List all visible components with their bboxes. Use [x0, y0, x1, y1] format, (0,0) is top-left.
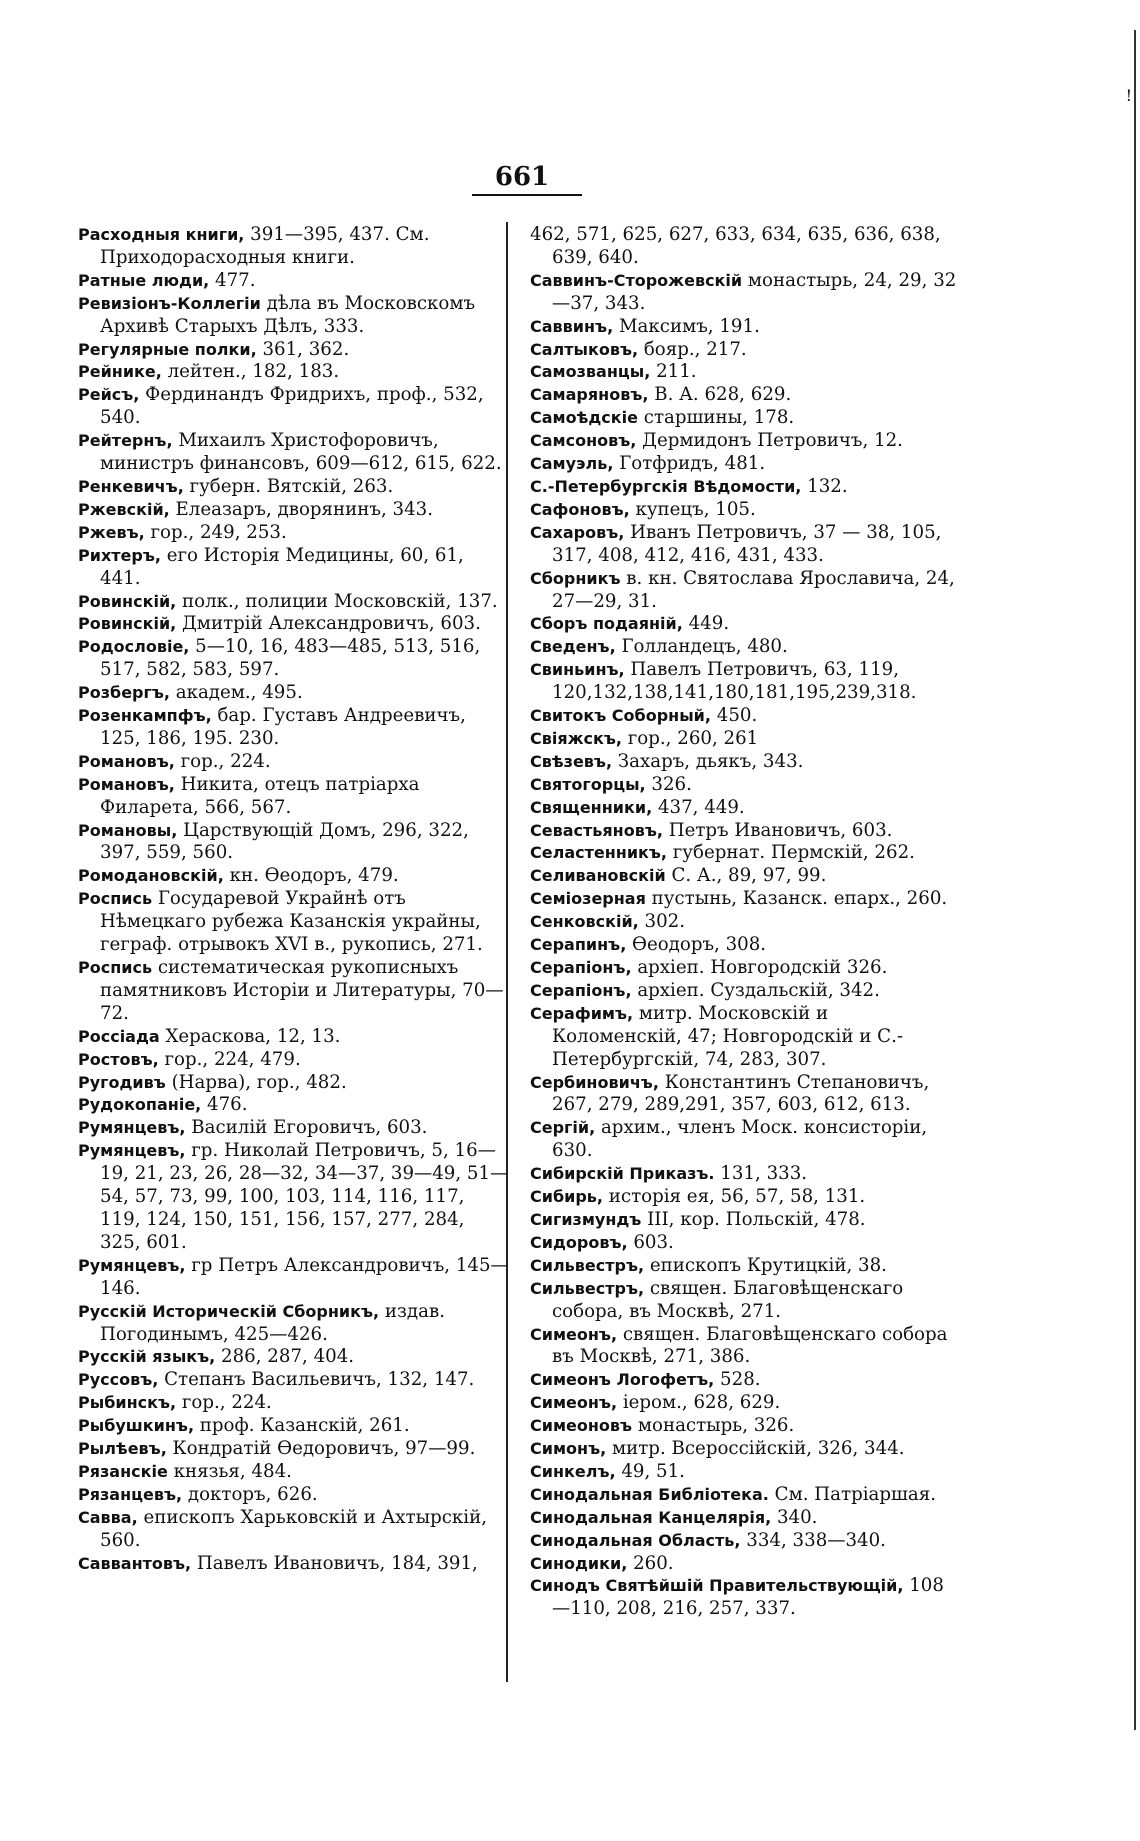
index-entry	[78, 1553, 510, 1576]
index-entry	[530, 407, 962, 430]
entry-heading: Сибирь,	[530, 1187, 603, 1207]
entry-references: епископъ Харьковскій и Ахтырскій, 560.	[100, 1506, 487, 1551]
index-entry	[530, 751, 962, 774]
entry-heading: Рыбинскъ,	[78, 1393, 177, 1413]
entry-references: систематическая рукописныхъ памятниковъ Исторіи и Литературы, 70—72.	[100, 957, 504, 1024]
entry-references: 260.	[627, 1552, 674, 1574]
entry-heading: Сибирскій Приказъ.	[530, 1164, 715, 1184]
entry-references: пустынь, Казанск. епарх., 260.	[645, 888, 948, 910]
entry-heading: Синодальная Канцелярія,	[530, 1507, 772, 1527]
index-entry	[78, 888, 510, 957]
entry-heading: Розенкампфъ,	[78, 706, 212, 726]
entry-references: 108—110, 208, 216, 257, 337.	[552, 1575, 944, 1620]
entry-heading: Сильвестръ,	[530, 1278, 645, 1298]
entry-references: Голландецъ, 480.	[615, 636, 788, 658]
entry-heading: Священники,	[530, 797, 653, 817]
entry-heading: Свѣзевъ,	[530, 751, 613, 771]
entry-references: гр Петръ Александровичъ, 145—146.	[100, 1254, 509, 1299]
index-entry	[78, 682, 510, 705]
index-entry	[78, 270, 510, 293]
index-entry	[530, 705, 962, 728]
entry-references: См. Патріаршая.	[768, 1483, 937, 1505]
index-entry	[530, 1163, 962, 1186]
entry-references: 5—10, 16, 483—485, 513, 516, 517, 582, 583, 597.	[100, 636, 481, 681]
index-entry	[78, 339, 510, 362]
entry-references: 340.	[771, 1506, 818, 1528]
entry-references: Царствующій Домъ, 296, 322, 397, 559, 560.	[100, 819, 469, 864]
index-entry	[530, 1438, 962, 1461]
index-entry	[78, 1026, 510, 1049]
index-entry	[78, 1392, 510, 1415]
entry-heading: Салтыковъ,	[530, 339, 639, 359]
index-entry	[530, 1278, 962, 1324]
entry-references: старшины, 178.	[637, 407, 795, 429]
index-entry	[78, 1255, 510, 1301]
index-entry	[78, 1094, 510, 1117]
entry-references: митр. Всероссійскій, 326, 344.	[606, 1438, 905, 1460]
index-entry	[78, 522, 510, 545]
entry-references: лейтен., 182, 183.	[161, 361, 340, 383]
entry-references: кн. Ѳеодоръ, 479.	[223, 865, 399, 887]
entry-references: 477.	[209, 269, 256, 291]
entry-references: 302.	[638, 911, 686, 933]
index-entry	[530, 1072, 962, 1118]
entry-references: Степанъ Васильевичъ, 132, 147.	[158, 1369, 475, 1391]
entry-heading: Святогорцы,	[530, 774, 646, 794]
entry-heading: Романовъ,	[78, 774, 175, 794]
entry-references: 286, 287, 404.	[215, 1346, 355, 1368]
index-entry	[530, 1530, 962, 1553]
entry-heading: Савва,	[78, 1507, 138, 1527]
entry-references: 437, 449.	[652, 796, 745, 818]
entry-references: Захаръ, дьякъ, 343.	[612, 750, 804, 772]
entry-heading: Селивановскій	[530, 866, 666, 886]
entry-heading: Семіозерная	[530, 889, 646, 909]
index-entry	[530, 430, 962, 453]
index-entry	[530, 1209, 962, 1232]
index-entry	[530, 820, 962, 843]
entry-heading: Румянцевъ,	[78, 1141, 186, 1161]
entry-references: князья, 484.	[167, 1460, 292, 1482]
entry-heading: Сафоновъ,	[530, 499, 630, 519]
entry-heading: Родословіе,	[78, 637, 190, 657]
entry-heading: Сидоровъ,	[530, 1232, 628, 1252]
entry-heading: Рылѣевъ,	[78, 1439, 167, 1459]
entry-heading: Рейнике,	[78, 362, 162, 382]
index-entry	[530, 224, 962, 270]
index-entry	[530, 1553, 962, 1576]
entry-heading: С.-Петербургскія Вѣдомости,	[530, 476, 802, 496]
entry-references: Максимъ, 191.	[613, 315, 760, 337]
entry-references: Кондратій Ѳедоровичъ, 97—99.	[166, 1438, 476, 1460]
index-entry	[78, 1140, 510, 1255]
entry-heading: Симеонъ Логофетъ,	[530, 1370, 715, 1390]
entry-references: 326.	[645, 773, 692, 795]
entry-heading: Рихтеръ,	[78, 545, 161, 565]
index-entry	[78, 545, 510, 591]
index-entry	[530, 1484, 962, 1507]
index-entry	[530, 659, 962, 705]
entry-heading: Саввинъ,	[530, 316, 614, 336]
entry-heading: Рейсъ,	[78, 385, 140, 405]
entry-references: Дермидонъ Петровичъ, 12.	[636, 430, 903, 452]
header-rule	[472, 194, 582, 196]
entry-heading: Рязанцевъ,	[78, 1484, 183, 1504]
index-entry	[530, 522, 962, 568]
entry-references: архіеп. Суздальскій, 342.	[631, 979, 880, 1001]
entry-heading: Сборъ подаяній,	[530, 614, 683, 634]
index-entry	[530, 1415, 962, 1438]
index-entry	[78, 774, 510, 820]
index-entry	[530, 980, 962, 1003]
entry-references: Государевой Украйнѣ отъ Нѣмецкаго рубежа Казанскія украйны, геграф. отрывокъ XVI в., рукопись, 271.	[100, 888, 483, 956]
entry-heading: Сигизмундъ	[530, 1209, 642, 1229]
index-entry	[530, 1575, 962, 1621]
index-entry	[78, 293, 510, 339]
entry-references: священ. Благовѣщенскаго собора въ Москвѣ, 271, 386.	[552, 1323, 948, 1368]
entry-heading: Самсоновъ,	[530, 431, 637, 451]
index-entry	[78, 476, 510, 499]
entry-references: Михаилъ Христофоровичъ, министръ финансовъ, 609—612, 615, 622.	[100, 430, 502, 475]
entry-heading: Серапіонъ,	[530, 958, 632, 977]
entry-references: Павелъ Петровичъ, 63, 119, 120,132,138,141,180,181,195,239,318.	[552, 659, 917, 704]
index-entry	[530, 1324, 962, 1370]
index-entry	[78, 591, 510, 614]
entry-heading: Ренкевичъ,	[78, 476, 184, 496]
index-entry	[530, 384, 962, 407]
index-column-right	[530, 224, 962, 1621]
index-entry	[78, 957, 510, 1026]
entry-heading: Расходныя книги,	[78, 225, 245, 244]
index-entry	[78, 1369, 510, 1392]
entry-references: Павелъ Ивановичъ, 184, 391,	[191, 1552, 478, 1574]
entry-heading: Ровинскій,	[78, 591, 177, 611]
entry-heading: Самуэль,	[530, 454, 614, 474]
entry-heading: Серафимъ,	[530, 1003, 634, 1023]
index-entry	[530, 1255, 962, 1278]
entry-references: епископъ Крутицкій, 38.	[644, 1254, 887, 1276]
entry-heading: Серапіонъ,	[530, 980, 632, 1000]
index-entry	[78, 430, 510, 476]
page-edge-line	[1134, 30, 1136, 1730]
entry-references: его Исторія Медицины, 60, 61, 441.	[100, 544, 464, 589]
index-entry	[530, 361, 962, 384]
entry-heading: Романовы,	[78, 820, 178, 840]
index-entry	[530, 568, 962, 614]
entry-heading: Розбергъ,	[78, 683, 170, 703]
entry-heading: Русскій языкъ,	[78, 1347, 216, 1367]
entry-references: гор., 224.	[174, 750, 271, 772]
entry-heading: Синодъ Святѣйшій Правительствующій,	[530, 1576, 904, 1596]
page-number: 661	[494, 162, 550, 192]
entry-references: дѣла въ Московскомъ Архивѣ Старыхъ Дѣлъ, 333.	[100, 292, 476, 337]
entry-heading: Селастенникъ,	[530, 843, 667, 863]
index-entry	[530, 270, 962, 316]
entry-heading: Русскій Историческій Сборникъ,	[78, 1301, 380, 1321]
index-entry	[530, 476, 962, 499]
entry-references: 603.	[627, 1231, 674, 1253]
entry-references: в. кн. Святослава Ярославича, 24, 27—29, 31.	[552, 567, 955, 612]
entry-references: 334, 338—340.	[740, 1529, 886, 1551]
entry-references: 49, 51.	[615, 1460, 685, 1482]
entry-heading: Романовъ,	[78, 751, 175, 771]
entry-references: Дмитрій Александровичъ, 603.	[176, 613, 481, 635]
entry-references: 361, 362.	[256, 338, 350, 360]
index-entry	[78, 865, 510, 888]
index-entry	[78, 613, 510, 636]
entry-references: архіеп. Новгородскій 326.	[631, 957, 888, 978]
entry-references: 462, 571, 625, 627, 633, 634, 635, 636, 638, 639, 640.	[530, 224, 941, 268]
entry-references: С. А., 89, 97, 99.	[665, 865, 827, 887]
entry-heading: Регулярные полки,	[78, 339, 257, 359]
entry-heading: Севастьяновъ,	[530, 820, 663, 840]
entry-references: 131, 333.	[714, 1163, 808, 1185]
entry-references: Иванъ Петровичъ, 37 — 38, 105, 317, 408, 412, 416, 431, 433.	[552, 521, 942, 566]
index-entry	[530, 1392, 962, 1415]
entry-references: полк., полиции Московскій, 137.	[176, 590, 498, 612]
entry-heading: Ростовъ,	[78, 1049, 159, 1069]
entry-heading: Румянцевъ,	[78, 1118, 186, 1138]
index-entry	[78, 820, 510, 866]
index-entry	[78, 705, 510, 751]
entry-references: іером., 628, 629.	[617, 1392, 781, 1414]
entry-heading: Ровинскій,	[78, 614, 177, 634]
entry-heading: Сенковскій,	[530, 912, 639, 932]
entry-references: 211.	[650, 361, 697, 383]
entry-references: Фердинандъ Фридрихъ, проф., 532, 540.	[100, 384, 484, 429]
entry-references: гор., 260, 261	[622, 727, 759, 749]
index-entry	[530, 774, 962, 797]
entry-heading: Самозванцы,	[530, 362, 651, 382]
index-column-left	[78, 224, 510, 1575]
entry-heading: Ревизіонъ-Коллегіи	[78, 293, 261, 313]
entry-heading: Саввантовъ,	[78, 1553, 192, 1573]
entry-references: 476.	[201, 1094, 248, 1116]
entry-references: Петръ Ивановичъ, 603.	[662, 819, 893, 841]
entry-heading: Самаряновъ,	[530, 385, 649, 405]
index-entry	[78, 1072, 510, 1095]
entry-heading: Симеоновъ	[530, 1416, 633, 1436]
entry-references: В. А. 628, 629.	[648, 384, 792, 406]
index-entry	[530, 499, 962, 522]
entry-heading: Синодальная Область,	[530, 1530, 741, 1550]
entry-heading: Роспись	[78, 889, 153, 909]
entry-heading: Сведенъ,	[530, 637, 616, 657]
index-entry	[530, 1232, 962, 1255]
entry-references: бояр., 217.	[638, 338, 747, 360]
index-entry	[78, 1301, 510, 1347]
index-entry	[78, 1346, 510, 1369]
entry-references: докторъ, 626.	[182, 1483, 318, 1505]
entry-references: 391—395, 437. См. Приходорасходныя книги.	[100, 224, 430, 268]
entry-heading: Румянцевъ,	[78, 1255, 186, 1275]
entry-references: 132.	[801, 475, 848, 497]
entry-references: Василій Егоровичъ, 603.	[185, 1117, 428, 1139]
entry-references: священ. Благовѣщенскаго собора, въ Москвѣ, 271.	[552, 1277, 904, 1322]
index-entry	[78, 636, 510, 682]
index-entry	[78, 1049, 510, 1072]
entry-references: гор., 249, 253.	[144, 521, 287, 543]
index-entry	[530, 911, 962, 934]
index-entry	[530, 957, 962, 980]
entry-references: (Нарва), гор., 482.	[165, 1071, 347, 1093]
entry-heading: Сербиновичъ,	[530, 1072, 659, 1092]
index-entry	[530, 316, 962, 339]
entry-references: Никита, отецъ патріарха Филарета, 566, 567.	[100, 773, 420, 818]
entry-heading: Руссовъ,	[78, 1370, 159, 1390]
entry-references: монастырь, 24, 29, 32—37, 343.	[552, 269, 957, 314]
index-entry	[530, 1461, 962, 1484]
entry-heading: Свитокъ Соборный,	[530, 706, 711, 726]
entry-heading: Рейтернъ,	[78, 431, 173, 451]
entry-heading: Синодальная Библіотека.	[530, 1484, 769, 1504]
entry-heading: Сборникъ	[530, 568, 621, 588]
entry-heading: Ругодивъ	[78, 1072, 166, 1092]
entry-heading: Ромодановскій,	[78, 866, 224, 886]
entry-references: академ., 495.	[169, 682, 303, 704]
entry-references: проф. Казанскій, 261.	[194, 1415, 410, 1437]
entry-heading: Роспись	[78, 958, 153, 977]
entry-references: архим., членъ Моск. консисторіи, 630.	[552, 1117, 928, 1162]
index-entry	[530, 888, 962, 911]
index-entry	[530, 865, 962, 888]
entry-references: 449.	[682, 613, 730, 635]
index-entry	[530, 1186, 962, 1209]
index-entry	[78, 1507, 510, 1553]
index-entry	[78, 1438, 510, 1461]
entry-references: III, кор. Польскій, 478.	[641, 1208, 866, 1230]
index-entry	[78, 751, 510, 774]
entry-references: Ѳеодоръ, 308.	[626, 934, 767, 956]
entry-heading: Саввинъ-Сторожевскій	[530, 270, 743, 290]
entry-references: Хераскова, 12, 13.	[159, 1025, 341, 1047]
entry-heading: Ржевскій,	[78, 499, 170, 519]
entry-references: исторія ея, 56, 57, 58, 131.	[602, 1186, 866, 1208]
entry-heading: Симеонъ,	[530, 1393, 618, 1413]
entry-references: Елеазаръ, дворянинъ, 343.	[169, 498, 434, 520]
index-entry	[530, 339, 962, 362]
entry-heading: Ратные люди,	[78, 270, 210, 290]
entry-references: 450.	[710, 705, 758, 727]
index-entry	[530, 1369, 962, 1392]
entry-references: купецъ, 105.	[629, 498, 756, 520]
entry-heading: Синодики,	[530, 1553, 628, 1573]
index-entry	[530, 1117, 962, 1163]
entry-heading: Серапинъ,	[530, 935, 627, 955]
entry-heading: Симонъ,	[530, 1439, 607, 1459]
entry-heading: Ржевъ,	[78, 522, 145, 542]
entry-heading: Симеонъ,	[530, 1324, 618, 1344]
index-entry	[78, 361, 510, 384]
entry-references: губернат. Пермскій, 262.	[667, 842, 915, 864]
entry-references: бар. Густавъ Андреевичъ, 125, 186, 195. 230.	[100, 705, 466, 749]
index-entry	[530, 728, 962, 751]
entry-heading: Россіада	[78, 1026, 160, 1046]
entry-references: Константинъ Степановичъ, 267, 279, 289,291, 357, 603, 612, 613.	[552, 1071, 930, 1116]
entry-heading: Сильвестръ,	[530, 1255, 645, 1275]
index-entry	[78, 1415, 510, 1438]
index-entry	[530, 842, 962, 865]
entry-heading: Свіяжскъ,	[530, 728, 622, 748]
index-entry	[78, 499, 510, 522]
index-entry	[530, 934, 962, 957]
index-entry	[530, 453, 962, 476]
entry-heading: Сергій,	[530, 1118, 596, 1138]
entry-references: гор., 224, 479.	[158, 1048, 301, 1070]
index-entry	[530, 613, 962, 636]
index-entry	[78, 1117, 510, 1140]
entry-heading: Свиньинъ,	[530, 660, 625, 680]
entry-references: губерн. Вятскій, 263.	[183, 475, 394, 497]
entry-references: монастырь, 326.	[632, 1415, 795, 1437]
index-entry	[78, 1461, 510, 1484]
index-entry	[530, 636, 962, 659]
index-entry	[530, 1003, 962, 1072]
entry-heading: Рязанскіе	[78, 1461, 168, 1481]
index-entry	[530, 797, 962, 820]
entry-heading: Рыбушкинъ,	[78, 1416, 195, 1436]
entry-references: митр. Московскій и Коломенскій, 47; Новгородскій и С.-Петербургскій, 74, 283, 307.	[552, 1002, 904, 1070]
index-entry	[530, 1507, 962, 1530]
entry-references: издав. Погодинымъ, 425—426.	[100, 1300, 445, 1345]
index-entry	[78, 384, 510, 430]
page-edge-mark: !	[1125, 86, 1132, 105]
entry-references: 528.	[714, 1369, 761, 1391]
index-entry	[78, 1484, 510, 1507]
entry-references: гр. Николай Петровичъ, 5, 16—19, 21, 23, 26, 28—32, 34—37, 39—49, 51—54, 57, 73, 99, 100, 103, 114, 116, 117, 119, 124, 150, 151, 156, 157, 277, 284, 325, 601.	[100, 1140, 509, 1253]
index-entry	[78, 224, 510, 270]
entry-heading: Рудокопаніе,	[78, 1095, 202, 1115]
entry-heading: Синкелъ,	[530, 1461, 616, 1481]
entry-references: Готфридъ, 481.	[613, 453, 766, 475]
entry-heading: Самоѣдскіе	[530, 408, 638, 428]
entry-references: гор., 224.	[176, 1392, 272, 1414]
entry-heading: Сахаровъ,	[530, 522, 625, 542]
